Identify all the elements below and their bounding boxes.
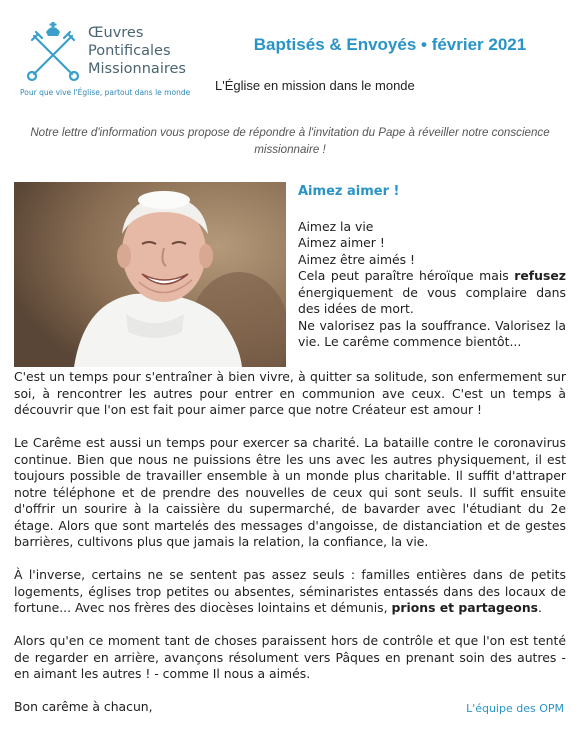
side-paragraph xyxy=(298,268,566,318)
logo-name-line: Missionnaires xyxy=(88,61,186,77)
text-span: Cela peut paraître héroïque mais xyxy=(298,268,515,283)
logo-tagline: Pour que vive l'Église, partout dans le monde xyxy=(20,88,191,97)
intro-text: Notre lettre d'information vous propose de répondre à l'invitation du Pape à réveiller notre conscience missionnaire ! xyxy=(30,126,550,156)
emphasis-refusez: refusez xyxy=(514,268,566,283)
logo-name-line: Œuvres xyxy=(88,25,144,41)
newsletter-header xyxy=(0,0,578,110)
newsletter-body xyxy=(14,369,566,732)
body-paragraph: Le Carême est aussi un temps pour exercer sa charité. La bataille contre le coronavirus continue. Bien que nous ne puissions être les uns avec les autres physiquement, il est toujours possible de travailler ensemble à un monde plus charitable. Il suffit d'attraper notre téléphone et de prendre des nouvelles de ceux qui sont seuls. Il suffit ensuite d'offrir un sourire à la caissière du supermarché, de bavarder avec l'étudiant du 2e étage. Alors que sont martelés des messages d'angoisse, de distanciation et de gestes barrières, cultivons plus que jamais la relation, la confiance, la vie. xyxy=(14,435,566,549)
emphasis-prions-partageons: prions et partageons xyxy=(391,600,539,615)
opm-logo[interactable] xyxy=(18,22,208,102)
logo-organization-name xyxy=(88,24,218,78)
section-heading: Aimez aimer ! xyxy=(298,184,400,199)
side-line: Aimez être aimés ! xyxy=(298,251,416,267)
text-span: énergiquement de vous complaire dans des idées de mort. xyxy=(298,284,566,316)
pope-photo xyxy=(14,182,286,367)
body-paragraph: Alors qu'en ce moment tant de choses paraissent hors de contrôle et que l'on est tenté de regarder en arrière, avançons résolument vers Pâques en prenant soin des autres - en aimant les autres ! - comme Il nous a aimés. xyxy=(14,633,566,681)
text-span: À l'inverse, certains ne se sentent pas assez seuls : familles entières dans de petits logements, églises trop petites ou absentes, séminaristes entassés dans des locaux de fortune... Avec nos frères des diocèses lointains et démunis, xyxy=(14,567,566,615)
body-paragraph: C'est un temps pour s'entraîner à bien vivre, à quitter sa solitude, son enfermement sur soi, à rencontrer les autres pour entrer en communion ave ceux. C'est un temps à découvrir que l'on est fait pour aimer parce que notre Créateur est amour ! xyxy=(14,369,566,417)
aimez-aimer-section xyxy=(298,184,566,351)
body-paragraph xyxy=(14,567,566,617)
crossed-keys-emblem-icon xyxy=(24,22,82,84)
signature: L'équipe des OPM xyxy=(466,702,564,715)
closing-line: Bon carême à chacun, xyxy=(14,699,153,714)
newsletter-subtitle: L'Église en mission dans le monde xyxy=(215,78,415,93)
newsletter-title: Baptisés & Envoyés • février 2021 xyxy=(253,35,527,54)
text-span: . xyxy=(538,600,542,615)
logo-name-line: Pontificales xyxy=(88,43,171,59)
side-line: Aimez aimer ! xyxy=(298,235,385,250)
side-paragraph: Ne valorisez pas la souffrance. Valorisez la vie. Le carême commence bientôt... xyxy=(298,317,566,349)
side-line: Aimez la vie xyxy=(298,218,374,234)
